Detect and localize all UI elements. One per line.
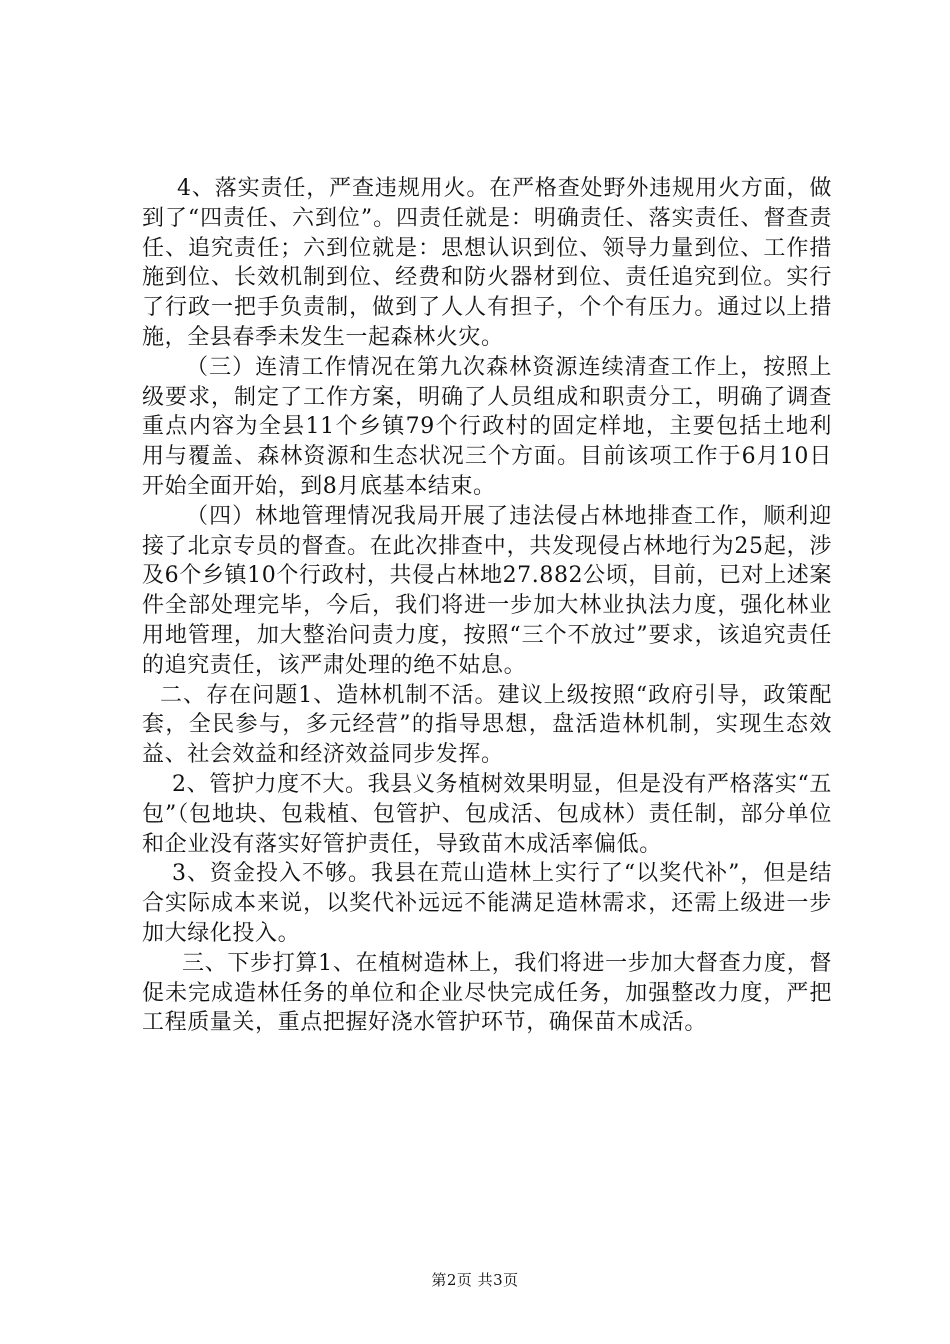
paragraph-fire-responsibility: 4、落实责任，严查违规用火。在严格查处野外违规用火方面，做到了“四责任、六到位”。四责任就是：明确责任、落实责任、督查责任、追究责任；六到位就是：思想认识到位、领导力量到位、工作措施到位、长效机制到位、经费和防火器材到位、责任追究到位。实行了行政一把手负责制，做到了人人有担子，个个有压力。通过以上措施，全县春季未发生一起森林火灾。 <box>142 176 832 350</box>
paragraph-problem-management: 2、管护力度不大。我县义务植树效果明显，但是没有严格落实“五包”（包地块、包栽植、包管护、包成活、包成林）责任制，部分单位和企业没有落实好管护责任，导致苗木成活率偏低。 <box>142 771 832 857</box>
paragraph-forestland-management: （四）林地管理情况我局开展了违法侵占林地排查工作，顺利迎接了北京专员的督查。在此次排查中，共发现侵占林地行为25起，涉及6个乡镇10个行政村，共侵占林地27.882公顷，目前，已对上述案件全部处理完毕，今后，我们将进一步加大林业执法力度，强化林业用地管理，加大整治问责力度，按照“三个不放过”要求，该追究责任的追究责任，该严肃处理的绝不姑息。 <box>142 503 832 678</box>
paragraph-forest-inventory: （三）连清工作情况在第九次森林资源连续清查工作上，按照上级要求，制定了工作方案，明确了人员组成和职责分工，明确了调查重点内容为全县11个乡镇79个行政村的固定样地，主要包括土地利用与覆盖、森林资源和生态状况三个方面。目前该项工作于6月10日开始全面开始，到8月底基本结束。 <box>142 354 832 499</box>
paragraph-next-plan: 三、下步打算1、在植树造林上，我们将进一步加大督查力度，督促未完成造林任务的单位和企业尽快完成任务，加强整改力度，严把工程质量关，重点把握好浇水管护环节，确保苗木成活。 <box>142 950 832 1036</box>
paragraph-problem-afforestation-mechanism: 二、存在问题1、造林机制不活。建议上级按照“政府引导，政策配套，全民参与，多元经营”的指导思想，盘活造林机制，实现生态效益、社会效益和经济效益同步发挥。 <box>142 682 832 768</box>
document-body <box>142 174 832 1038</box>
paragraph-problem-funding: 3、资金投入不够。我县在荒山造林上实行了“以奖代补”，但是结合实际成本来说，以奖代补远远不能满足造林需求，还需上级进一步加大绿化投入。 <box>142 861 832 946</box>
page-number-footer: 第2页 共3页 <box>431 1271 519 1289</box>
